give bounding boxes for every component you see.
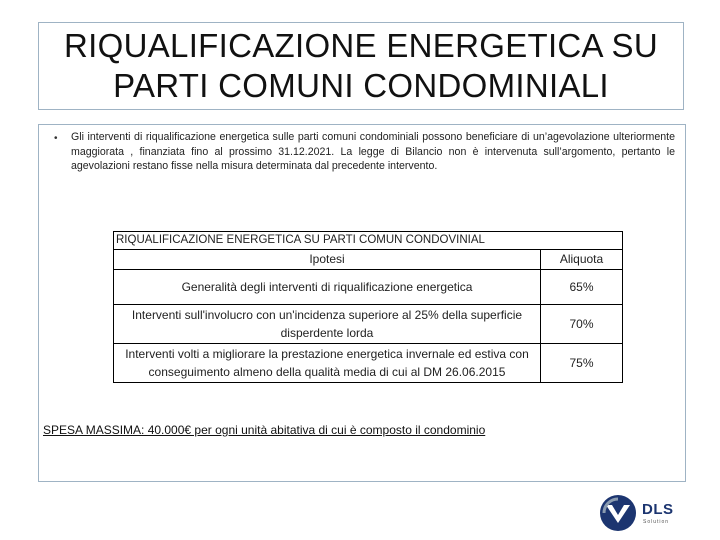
title-box (38, 22, 684, 110)
content-box (38, 124, 686, 482)
table-row (114, 344, 622, 382)
table-header-row (114, 250, 622, 270)
header-aliquota: Aliquota (559, 252, 604, 266)
row-aliquota: 65% (569, 280, 594, 294)
dls-logo (598, 493, 688, 533)
header-ipotesi: Ipotesi (114, 250, 541, 269)
row-ipotesi: Interventi sull'involucro con un'incidenza superiore al 25% della superficie disperdente lorda (114, 305, 541, 343)
row-ipotesi: Generalità degli interventi di riqualificazione energetica (114, 270, 541, 304)
max-spending-note: SPESA MASSIMA: 40.000€ per ogni unità abitativa di cui è composto il condominio (43, 423, 486, 437)
bullet-marker: • (54, 133, 58, 144)
logo-name: DLS (642, 501, 674, 518)
logo-subtitle: Solution (643, 519, 670, 525)
table-row (114, 270, 622, 305)
row-aliquota: 70% (569, 317, 594, 331)
row-aliquota: 75% (569, 356, 594, 370)
table-row (114, 305, 622, 344)
slide-title: RIQUALIFICAZIONE ENERGETICA SU PARTI COMUNI CONDOMINIALI (64, 27, 658, 104)
dls-logo-icon (598, 493, 638, 533)
table-title: RIQUALIFICAZIONE ENERGETICA SU PARTI COMUN CONDOVINIAL (114, 232, 622, 250)
intro-paragraph: Gli interventi di riqualificazione energetica sulle parti comuni condominiali possono beneficiare di un’agevolazione ulteriormente maggiorata , finanziata fino al prossimo 31.12.2021. La legge di Bilancio non è intervenuta sull’argomento, pertanto le agevolazioni restano fisse nella misura determinata dal precedente intervento. (71, 131, 675, 172)
row-ipotesi: Interventi volti a migliorare la prestazione energetica invernale ed estiva con conseguimento almeno della qualità media di cui al DM 26.06.2015 (114, 344, 541, 382)
rates-table (113, 231, 623, 383)
